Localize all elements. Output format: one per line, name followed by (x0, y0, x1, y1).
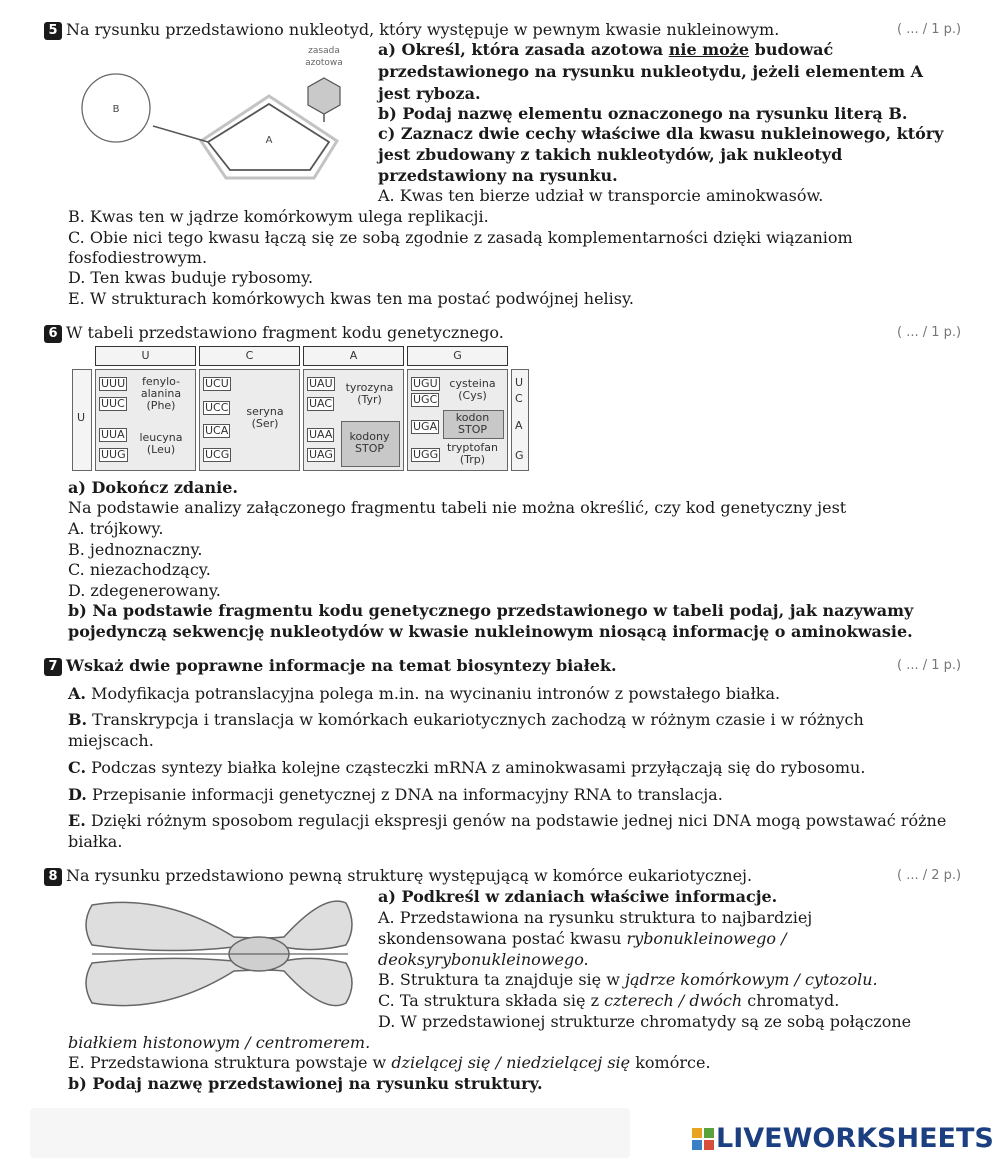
chromatid-lower (86, 958, 352, 1005)
q5-c-line2: jest zbudowany z takich nukleotydów, jak nukleotyd (378, 145, 843, 164)
codon-ucc: UCC (205, 401, 229, 414)
third-letter-g: G (515, 449, 524, 462)
label-a: A (265, 135, 273, 146)
q7-option-e[interactable]: E. Dzięki różnym sposobom regulacji ekspresji genów na podstawie jednej nici DNA mogą powstawać różne (68, 811, 947, 830)
q7-option-a[interactable]: A. Modyfikacja potranslacyjna polega m.in. na wycinaniu intronów z powstałego białka. (68, 684, 781, 703)
q8-a-line2: skondensowana postać kwasu rybonukleinowego / (378, 929, 787, 948)
codon-uua: UUA (101, 428, 125, 441)
q8-a-choice[interactable]: rybonukleinowego / (626, 929, 787, 948)
label-base-2: azotowa (305, 58, 343, 68)
codon-uuu: UUU (101, 377, 126, 390)
codon-ugu: UGU (413, 377, 438, 390)
q8-b-choice[interactable]: jądrze komórkowym / cytozolu. (625, 970, 878, 989)
answer-area[interactable] (30, 1108, 630, 1158)
q6-number: 6 (44, 325, 62, 343)
q7-points: ( ... / 1 p.) (897, 658, 962, 673)
logo-icon (692, 1128, 714, 1152)
row-header-u: U (77, 411, 86, 424)
label-base-1: zasada (308, 46, 340, 56)
q5-a-line2: przedstawionego na rysunku nukleotydu, jeżeli elementem A (378, 62, 924, 81)
aa-leu: leucyna (Leu) (139, 431, 183, 456)
codon-uau: UAU (309, 377, 333, 390)
q5-a-line1: a) Określ, która zasada azotowa nie może budować (378, 40, 834, 59)
stop-codon-g: kodon STOP (455, 411, 490, 436)
third-letter-c: C (515, 392, 523, 405)
q6-a-text: Na podstawie analizy załączonego fragmentu tabeli nie można określić, czy kod genetyczny jest (68, 498, 847, 517)
stop-codons-a: kodony STOP (349, 430, 390, 455)
codon-uuc: UUC (101, 397, 125, 410)
codon-uaa: UAA (309, 428, 333, 441)
q8-c-choice[interactable]: czterech / dwóch (604, 991, 743, 1010)
third-letter-u: U (515, 376, 524, 389)
codon-uag: UAG (309, 448, 333, 461)
aa-cys: cysteina (Cys) (449, 377, 496, 402)
q6-a-title: a) Dokończ zdanie. (68, 478, 238, 497)
q8-a-title: a) Podkreśl w zdaniach właściwe informacje. (378, 887, 778, 906)
q7-option-c[interactable]: C. Podczas syntezy białka kolejne cząsteczki mRNA z aminokwasami przyłączają się do rybosomu. (68, 758, 866, 777)
q5-c-line3: przedstawiony na rysunku. (378, 166, 618, 185)
chromosome-diagram (84, 895, 359, 1015)
q8-e-line: E. Przedstawiona struktura powstaje w dzielącej się / niedzielącej się komórce. (68, 1053, 711, 1072)
q8-b-title: b) Podaj nazwę przedstawionej na rysunku struktury. (68, 1074, 543, 1093)
q5-points: ( ... / 1 p.) (897, 22, 962, 37)
q6-option-c[interactable]: C. niezachodzący. (68, 560, 211, 579)
q8-number: 8 (44, 868, 62, 886)
q8-b-line: B. Struktura ta znajduje się w jądrze komórkowym / cytozolu. (378, 970, 878, 989)
q5-c-line1: c) Zaznacz dwie cechy właściwe dla kwasu nukleinowego, który (378, 124, 944, 143)
q8-a-line3[interactable]: deoksyrybonukleinowego. (378, 950, 589, 969)
q8-intro: 8 Na rysunku przedstawiono pewną strukturę występującą w komórce eukariotycznej. (44, 866, 752, 886)
aa-phe: fenylo- alanina (Phe) (140, 375, 182, 412)
q5-option-c-cont: fosfodiestrowym. (68, 248, 208, 267)
codon-uca: UCA (205, 424, 229, 437)
q5-option-c[interactable]: C. Obie nici tego kwasu łączą się ze sobą zgodnie z zasadą komplementarności dzięki wiązaniom (68, 228, 853, 247)
q7-option-d[interactable]: D. Przepisanie informacji genetycznej z DNA na informacyjny RNA to translacja. (68, 785, 723, 804)
q8-d-line: D. W przedstawionej strukturze chromatydy są ze sobą połączone (378, 1012, 912, 1031)
chromatid-upper (86, 901, 352, 950)
q6-intro: 6 W tabeli przedstawiono fragment kodu genetycznego. (44, 323, 504, 343)
q7-option-b-cont: miejscach. (68, 731, 154, 750)
aa-tyr: tyrozyna (Tyr) (345, 381, 394, 406)
q6-b-line1: b) Na podstawie fragmentu kodu genetycznego przedstawionego w tabeli podaj, jak nazywamy (68, 601, 914, 620)
q8-d-choice[interactable]: białkiem histonowym / centromerem. (68, 1033, 371, 1052)
aa-trp: tryptofan (Trp) (447, 441, 498, 466)
aa-ser: seryna (Ser) (246, 405, 284, 430)
q7-option-e-cont: białka. (68, 832, 123, 851)
q8-c-line: C. Ta struktura składa się z czterech / dwóch chromatyd. (378, 991, 840, 1010)
q6-b-line2: pojedynczą sekwencję nukleotydów w kwasie nukleinowym niosącą informację o aminokwasie. (68, 622, 913, 641)
q5-option-b[interactable]: B. Kwas ten w jądrze komórkowym ulega replikacji. (68, 207, 489, 226)
codon-ucg: UCG (205, 448, 230, 461)
q6-option-d[interactable]: D. zdegenerowany. (68, 581, 221, 600)
codon-ugc: UGC (413, 393, 438, 406)
codon-uga: UGA (413, 420, 438, 433)
q5-option-e[interactable]: E. W strukturach komórkowych kwas ten ma postać podwójnej helisy. (68, 289, 634, 308)
q8-e-choice[interactable]: dzielącej się / niedzielącej się (391, 1053, 631, 1072)
label-b: B (112, 104, 120, 115)
liveworksheets-logo[interactable] (692, 1123, 992, 1157)
q5-number: 5 (44, 22, 62, 40)
q6-option-a[interactable]: A. trójkowy. (68, 519, 164, 538)
logo-text: LIVEWORKSHEETS (716, 1123, 994, 1154)
q5-option-a[interactable]: A. Kwas ten bierze udział w transporcie aminokwasów. (378, 186, 824, 205)
codon-ucu: UCU (205, 377, 229, 390)
codon-uac: UAC (309, 397, 333, 410)
codon-uug: UUG (101, 448, 126, 461)
col-header-a: A (303, 346, 404, 366)
phosphate-bond (153, 126, 208, 142)
q6-points: ( ... / 1 p.) (897, 325, 962, 340)
q6-option-b[interactable]: B. jednoznaczny. (68, 540, 203, 559)
q5-option-d[interactable]: D. Ten kwas buduje rybosomy. (68, 268, 314, 287)
q5-b: b) Podaj nazwę elementu oznaczonego na rysunku literą B. (378, 104, 908, 123)
codon-ugg: UGG (413, 448, 439, 461)
q8-a-line1: A. Przedstawiona na rysunku struktura to najbardziej (378, 908, 813, 927)
q7-number: 7 (44, 658, 62, 676)
col-header-g: G (407, 346, 508, 366)
third-letter-a: A (515, 419, 523, 432)
nucleotide-diagram (80, 42, 380, 197)
q7-intro: 7 Wskaż dwie poprawne informacje na temat biosyntezy białek. (44, 656, 617, 676)
q5-intro: 5 Na rysunku przedstawiono nukleotyd, który występuje w pewnym kwasie nukleinowym. (44, 20, 779, 40)
col-header-u: U (95, 346, 196, 366)
q5-a-line3: jest ryboza. (378, 84, 481, 103)
q7-option-b[interactable]: B. Transkrypcja i translacja w komórkach eukariotycznych zachodzą w różnym czasie i w różnych (68, 710, 864, 729)
nitrogen-base-hexagon (308, 78, 340, 114)
col-header-c: C (199, 346, 300, 366)
q8-points: ( ... / 2 p.) (897, 868, 962, 883)
